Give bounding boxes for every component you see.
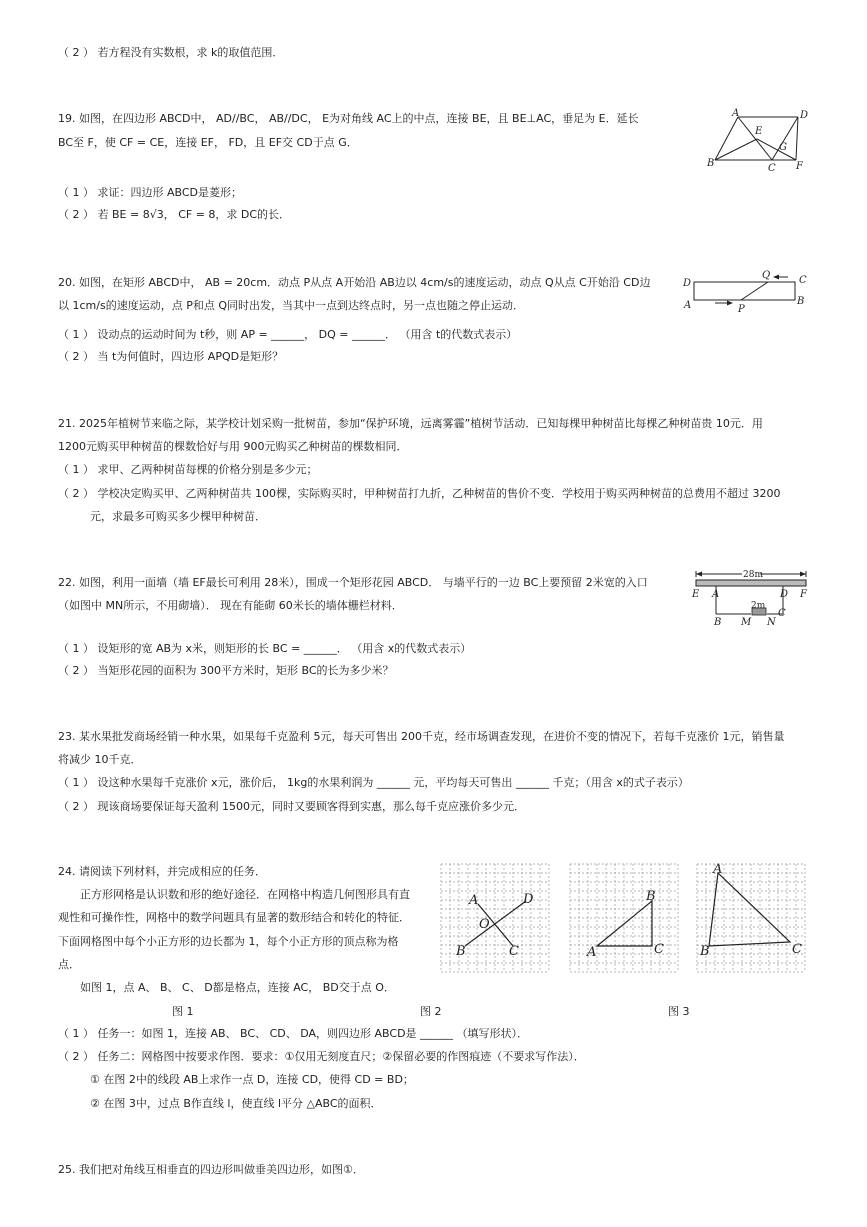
q22-wall-length: 28m [743,570,763,580]
q24-material-line2: 观性和可操作性，网格中的数学问题具有显著的数形结合和转化的特征． [58,911,410,924]
q19-part2: （ 2 ） 若 BE = 8√3， CF = 8，求 DC的长． [58,208,291,221]
q21-stem-line2: 1200元购买甲种树苗的棵数恰好与用 900元购买乙种树苗的棵数相同． [58,440,408,453]
q23-part1: （ 1 ） 设这种水果每千克涨价 x元，涨价后， 1kg的水果利润为 ______ 元，平均每天可售出 ______ 千克；（用含 x的式子表示） [58,776,689,789]
q20-label-P: P [738,304,745,315]
q22-label-B: B [714,617,722,628]
q23-stem-line2: 将减少 10千克． [58,753,142,766]
q24-grid-figure-3 [697,864,805,972]
q24-g1-label-B: B [456,944,466,959]
q19-stem-line1: 19. 如图，在四边形 ABCD中， AD//BC， AB//DC， E为对角线 AC上的中点，连接 BE，且 BE⊥AC，垂足为 E．延长 [58,112,639,125]
q20-label-A: A [684,300,692,311]
q19-label-C: C [768,163,776,174]
q24-g2-label-B: B [646,889,656,904]
q22-label-N: N [767,617,776,628]
q24-g3-label-A: A [713,862,723,877]
q24-grid-figure-2 [570,864,678,972]
q22-stem-line1: 22. 如图，利用一面墙（墙 EF最长可利用 28米），围成一个矩形花园 ABCD． 与墙平行的一边 BC上要预留 2米宽的入口 [58,576,648,589]
q24-caption-fig3: 图 3 [668,1005,690,1018]
q24-part1: （ 1 ） 任务一：如图 1，连接 AB、 BC、 CD、 DA，则四边形 ABCD是 ______ （填写形状）． [58,1027,529,1040]
q23-part2: （ 2 ） 现该商场要保证每天盈利 1500元，同时又要顾客得到实惠，那么每千克应涨价多少元． [58,800,525,813]
q24-caption-fig1: 图 1 [172,1005,194,1018]
q24-task2-item1: ① 在图 2中的线段 AB上求作一点 D，连接 CD，使得 CD = BD； [90,1073,414,1086]
q20-part2: （ 2 ） 当 t为何值时，四边形 APQD是矩形？ [58,350,284,363]
q24-grid-figure-1 [441,864,549,972]
q20-part1: （ 1 ） 设动点的运动时间为 t秒，则 AP = ______， DQ = ______． （用含 t的代数式表示） [58,328,518,341]
q20-stem-line1: 20. 如图，在矩形 ABCD中， AB = 20cm．动点 P从点 A开始沿 AB边以 4cm/s的速度运动，动点 Q从点 C开始沿 CD边 [58,276,651,289]
q20-label-C: C [799,275,807,286]
q24-material-line3: 下面网格图中每个小正方形的边长都为 1，每个小正方形的顶点称为格 [58,935,399,948]
q18-part2: （ 2 ） 若方程没有实数根，求 k的取值范围． [58,46,284,59]
q24-material-line5: 如图 1，点 A、 B、 C、 D都是格点，连接 AC， BD交于点 O． [80,981,395,994]
q19-label-G: G [779,142,787,153]
q22-figure [688,568,813,628]
q24-g2-label-A: A [587,945,597,960]
q22-label-D: D [780,589,789,600]
q19-figure [700,108,810,174]
q19-label-B: B [707,158,715,169]
q19-label-D: D [800,110,809,121]
q24-grid3-lines [697,864,805,972]
q22-part2: （ 2 ） 当矩形花园的面积为 300平方米时，矩形 BC的长为多少米？ [58,664,394,677]
q24-part2: （ 2 ） 任务二：网格图中按要求作图．要求：①仅用无刻度直尺；②保留必要的作图痕迹（不要求写作法）． [58,1050,585,1063]
q24-g1-label-O: O [479,917,490,932]
q21-part2-line2: 元，求最多可购买多少棵甲种树苗． [90,510,266,523]
q24-material-line1: 正方形网格是认识数和形的绝好途径．在网格中构造几何图形具有直 [80,888,410,901]
q22-gate-length: 2m [751,601,766,611]
q21-part2-line1: （ 2 ） 学校决定购买甲、乙两种树苗共 100棵，实际购买时，甲种树苗打九折，乙种树苗的售价不变．学校用于购买两种树苗的总费用不超过 3200 [58,487,781,500]
q21-stem-line1: 21. 2025年植树节来临之际，某学校计划采购一批树苗，参加“保护环境，远离雾霾”植树节活动．已知每棵甲种树苗比每棵乙种树苗贵 10元．用 [58,417,763,430]
q22-label-C: C [778,608,786,619]
q21-part1: （ 1 ） 求甲、乙两种树苗每棵的价格分别是多少元； [58,463,318,476]
q20-figure [680,268,810,314]
q23-stem-line1: 23. 某水果批发商场经销一种水果，如果每千克盈利 5元，每天可售出 200千克，经市场调查发现，在进价不变的情况下，若每千克涨价 1元，销售量 [58,730,785,743]
q22-label-E: E [692,589,700,600]
q20-label-Q: Q [762,270,771,281]
q22-label-M: M [741,617,752,628]
q25-stem-line1: 25. 我们把对角线互相垂直的四边形叫做垂美四边形，如图①． [58,1163,364,1176]
q24-g3-label-B: B [700,944,710,959]
q22-label-F: F [800,589,807,600]
q19-label-F: F [796,161,803,172]
q24-caption-fig2: 图 2 [420,1005,442,1018]
q24-task2-item2: ② 在图 3中，过点 B作直线 l，使直线 l平分 △ABC的面积． [90,1097,382,1110]
q20-label-D: D [683,278,692,289]
q20-label-B: B [797,296,805,307]
q24-g3-label-C: C [792,942,802,957]
q19-label-A: A [732,108,740,119]
q24-stem-line1: 24. 请阅读下列材料，并完成相应的任务． [58,865,266,878]
q19-part1: （ 1 ） 求证：四边形 ABCD是菱形； [58,186,243,199]
q19-stem-line2: BC至 F，使 CF = CE，连接 EF， FD，且 EF交 CD于点 G． [58,136,358,149]
q19-label-E: E [755,126,763,137]
q22-stem-line2: （如图中 MN所示，不用砌墙）． 现在有能砌 60米长的墙体栅栏材料． [58,599,403,612]
q22-part1: （ 1 ） 设矩形的宽 AB为 x米，则矩形的长 BC = ______． （用含 x的代数式表示） [58,642,472,655]
q24-g2-label-C: C [654,942,664,957]
q20-stem-line2: 以 1cm/s的速度运动，点 P和点 Q同时出发，当其中一点到达终点时，另一点也随之停止运动． [58,299,524,312]
q24-g1-label-C: C [509,944,519,959]
q24-g1-label-A: A [469,893,479,908]
q24-g1-label-D: D [523,892,534,907]
q22-label-A: A [712,589,720,600]
q24-material-line4: 点． [58,958,80,971]
